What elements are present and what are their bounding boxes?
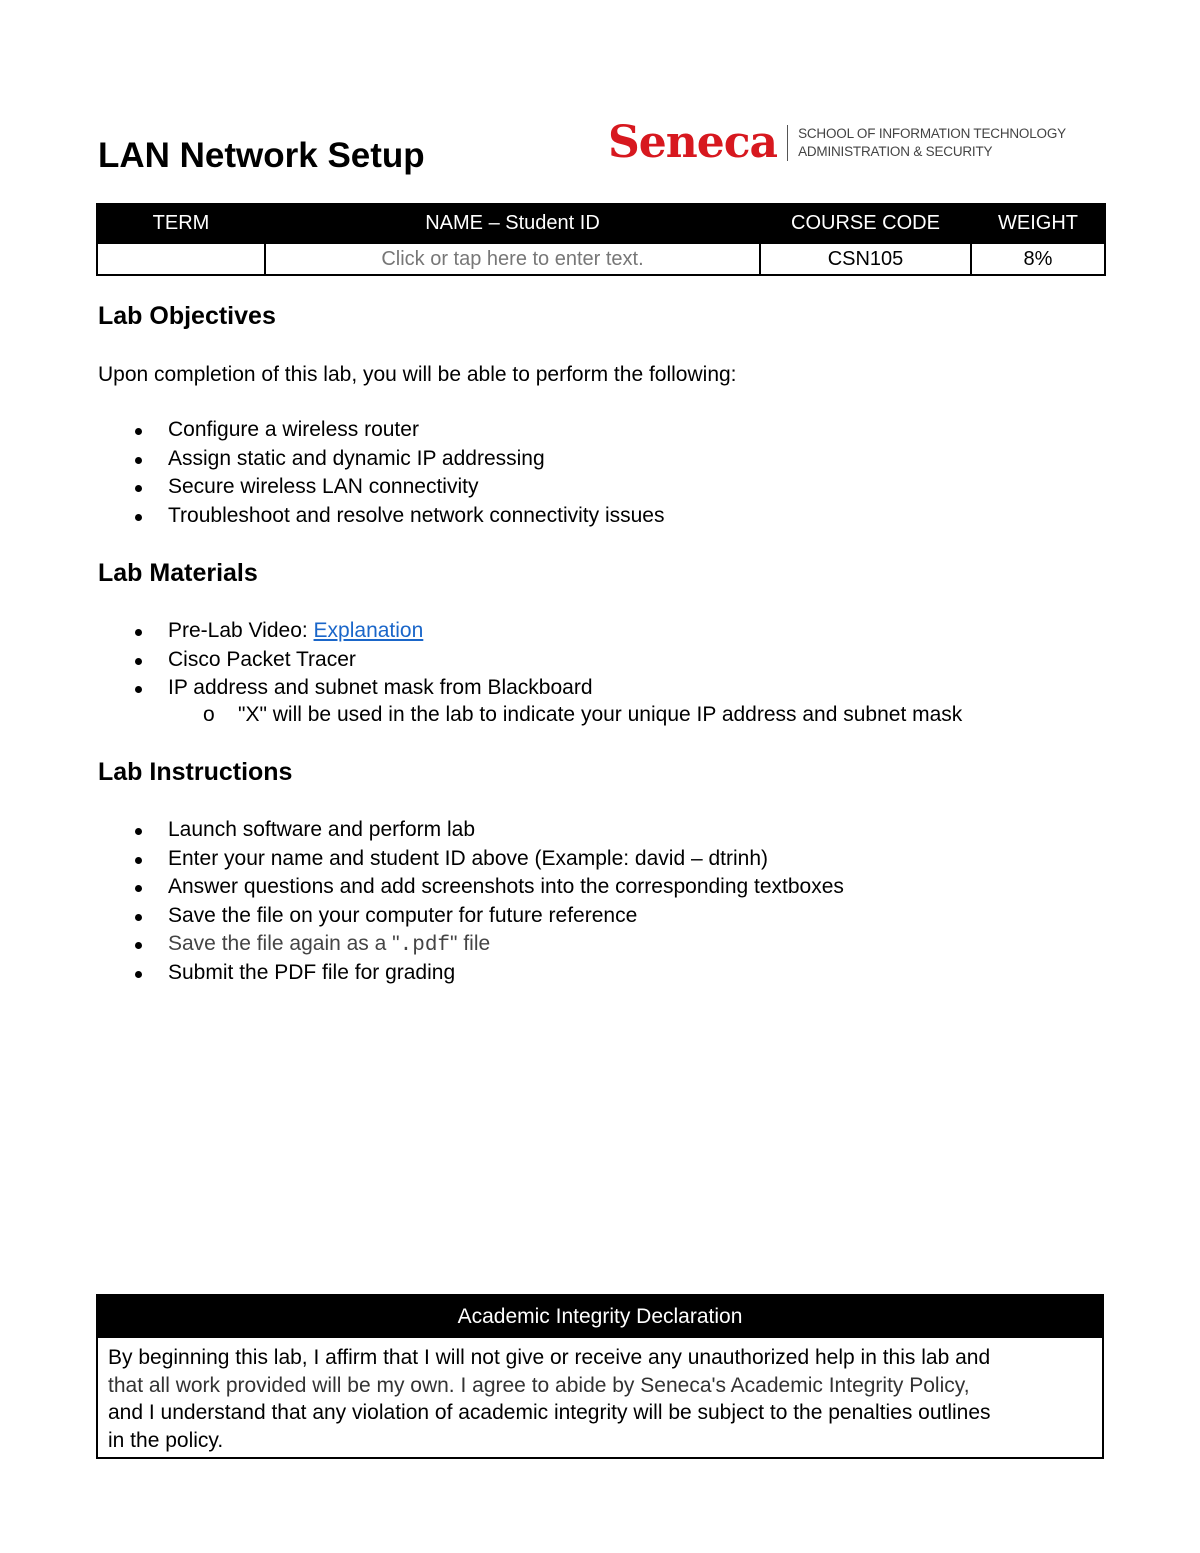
integrity-line-4: in the policy. <box>108 1428 224 1452</box>
materials-list <box>98 617 593 703</box>
explanation-link[interactable]: Explanation <box>313 619 424 642</box>
objectives-intro: Upon completion of this lab, you will be able to perform the following: <box>98 363 737 386</box>
header-weight: WEIGHT <box>971 204 1105 243</box>
integrity-line-3: and I understand that any violation of academic integrity will be subject to the penalties outlines <box>108 1401 991 1424</box>
list-item: IP address and subnet mask from Blackboard <box>98 674 593 703</box>
logo-line-1: SCHOOL OF INFORMATION TECHNOLOGY <box>798 126 1066 141</box>
instructions-list <box>98 816 844 988</box>
list-item: Troubleshoot and resolve network connectivity issues <box>98 502 664 531</box>
list-item: Assign static and dynamic IP addressing <box>98 445 664 474</box>
sub-item-text: "X" will be used in the lab to indicate your unique IP address and subnet mask <box>238 703 963 726</box>
logo-line-2: ADMINISTRATION & SECURITY <box>798 144 993 159</box>
list-item: Submit the PDF file for grading <box>98 959 844 988</box>
course-info-table <box>96 203 1106 276</box>
course-info-header-row <box>97 204 1105 243</box>
materials-heading: Lab Materials <box>98 559 258 587</box>
save-pdf-suffix: " file <box>450 932 491 956</box>
seneca-logo <box>608 118 1066 168</box>
page-title: LAN Network Setup <box>98 136 425 175</box>
academic-integrity-box <box>96 1294 1104 1459</box>
save-pdf-prefix: Save the file again as a " <box>168 932 400 956</box>
sub-list-item <box>98 701 962 729</box>
weight-value: 8% <box>971 243 1105 275</box>
logo-divider <box>787 125 788 161</box>
logo-wordmark: Seneca <box>608 117 778 168</box>
header-name: NAME – Student ID <box>265 204 760 243</box>
list-item: Configure a wireless router <box>98 416 664 445</box>
term-field[interactable] <box>97 243 265 275</box>
integrity-text <box>98 1338 1102 1457</box>
objectives-list <box>98 416 664 530</box>
sub-bullet-marker: o <box>203 703 215 726</box>
save-pdf-extension: .pdf <box>399 934 451 958</box>
list-item: Secure wireless LAN connectivity <box>98 473 664 502</box>
instructions-heading: Lab Instructions <box>98 758 293 786</box>
name-student-id-field[interactable]: Click or tap here to enter text. <box>265 243 760 275</box>
list-item: Save the file on your computer for future reference <box>98 902 844 931</box>
course-code-value: CSN105 <box>760 243 971 275</box>
integrity-heading: Academic Integrity Declaration <box>98 1296 1102 1338</box>
integrity-line-1: By beginning this lab, I affirm that I will not give or receive any unauthorized help in this lab and <box>108 1346 991 1369</box>
objectives-heading: Lab Objectives <box>98 302 276 330</box>
list-item: Answer questions and add screenshots into the corresponding textboxes <box>98 873 844 902</box>
list-item: Launch software and perform lab <box>98 816 844 845</box>
course-info-value-row <box>97 243 1105 275</box>
integrity-line-2: that all work provided will be my own. I agree to abide by Seneca's Academic Integrity Policy, <box>108 1373 970 1397</box>
list-item <box>98 617 593 646</box>
list-item <box>98 930 844 959</box>
list-item: Enter your name and student ID above (Example: david – dtrinh) <box>98 845 844 874</box>
header-course-code: COURSE CODE <box>760 204 971 243</box>
header-term: TERM <box>97 204 265 243</box>
list-item: Cisco Packet Tracer <box>98 646 593 675</box>
video-prefix: Pre-Lab Video: <box>168 619 314 642</box>
logo-school-text <box>798 125 1066 161</box>
